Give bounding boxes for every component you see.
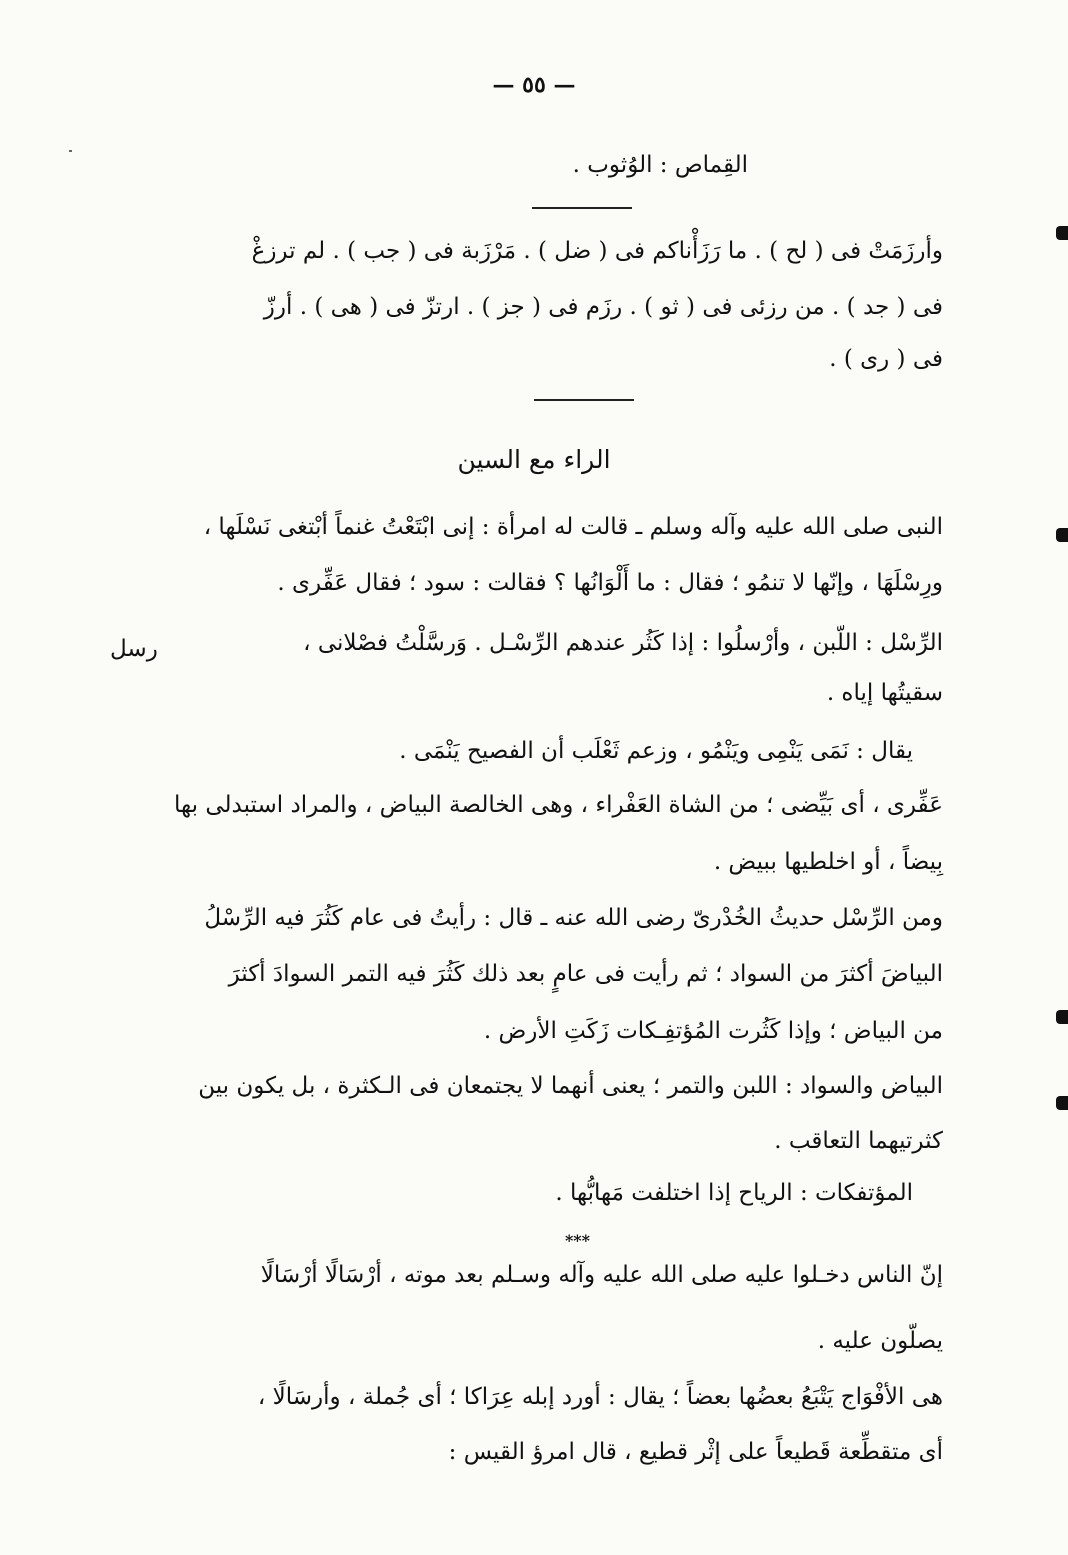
binding-edge-mark-1 <box>1056 226 1068 240</box>
text-line-20: هى الأفْوَاج يَتْبَعُ بعضُها بعضاً ؛ يقال : أورد إبله عِرَاكا ؛ أى جُملة ، وأرسَالًا ، <box>257 1384 943 1410</box>
text-line-1: القِماص : الوُثوب . <box>572 152 748 178</box>
page-number: — ٥٥ — <box>492 72 576 98</box>
text-line-12: ومن الرِّسْل حديثُ الخُدْرىّ رضى الله عنه ـ قال : رأيتُ فى عام كَثُرَ فيه الرِّسْلُ <box>204 905 943 931</box>
text-line-3: فى ( جد ) . من رزئى فى ( ثو ) . رزَم فى ( جز ) . ارتزّ فى ( هى ) . أرزّ <box>263 294 943 320</box>
text-line-4: فى ( رى ) . <box>829 346 943 372</box>
text-line-15: البياض والسواد : اللبن والتمر ؛ يعنى أنهما لا يجتمعان فى الـكثرة ، بل يكون بين <box>198 1073 943 1099</box>
text-line-6: ورِسْلَهَا ، وإنّها لا تنمُو ؛ فقال : ما أَلْوَانُها ؟ فقالت : سود ؛ فقال عَفِّرى . <box>277 570 943 596</box>
text-line-13: البياضَ أكثرَ من السواد ؛ ثم رأيت فى عامٍ بعد ذلك كَثُرَ فيه التمر السوادَ أكثرَ <box>228 961 943 987</box>
margin-note: رسل <box>110 636 158 662</box>
text-line-16: كثرتيهما التعاقب . <box>774 1128 943 1154</box>
text-line-21: أى متقطِّعة قَطيعاً على إثْر قطيع ، قال امرؤ القيس : <box>448 1439 943 1465</box>
text-line-8: سقيتُها إياه . <box>826 680 943 706</box>
text-line-9: يقال : نَمَى يَنْمِى ويَنْمُو ، وزعم ثَعْلَب أن الفصيح يَنْمَى . <box>399 738 913 764</box>
separator-rule-2 <box>534 399 634 401</box>
text-line-18: إنّ الناس دخـلوا عليه صلى الله عليه وآله وسـلم بعد موته ، أرْسَالًا أرْسَالًا <box>260 1262 943 1288</box>
section-separator-stars: *** <box>564 1231 591 1250</box>
scan-dot <box>69 150 72 152</box>
text-line-17: المؤتفكات : الرياح إذا اختلفت مَهابُّها . <box>555 1180 913 1206</box>
binding-edge-mark-4 <box>1056 1096 1068 1110</box>
text-line-11: بِيضاً ، أو اخلطيها ببيض . <box>713 849 943 875</box>
text-line-7: الرِّسْل : اللّبن ، وأرْسلُوا : إذا كَثُر عندهم الرِّسْـل . وَرسَّلْتُ فصْلانى ، <box>303 630 943 656</box>
section-heading: الراء مع السين <box>457 445 611 474</box>
binding-edge-mark-3 <box>1056 1010 1068 1024</box>
binding-edge-mark-2 <box>1056 528 1068 542</box>
text-line-2: وأرزَمَتْ فى ( لح ) . ما رَزَأْناكم فى ( ضل ) . مَرْزَبة فى ( جب ) . لم ترزغْ <box>251 238 943 264</box>
text-line-5: النبى صلى الله عليه وآله وسلم ـ قالت له امرأة : إنى ابْتَعْتُ غنماً أبْتغى نَسْلَها ، <box>203 514 943 540</box>
text-line-14: من البياض ؛ وإذا كَثُرت المُؤتفِـكات زَكَتِ الأرض . <box>483 1018 943 1044</box>
separator-rule-1 <box>532 207 632 209</box>
text-line-10: عَفِّرى ، أى بَيِّضى ؛ من الشاة العَفْراء ، وهى الخالصة البياض ، والمراد استبدلى بها <box>174 792 943 818</box>
text-line-19: يصلّون عليه . <box>817 1328 943 1354</box>
